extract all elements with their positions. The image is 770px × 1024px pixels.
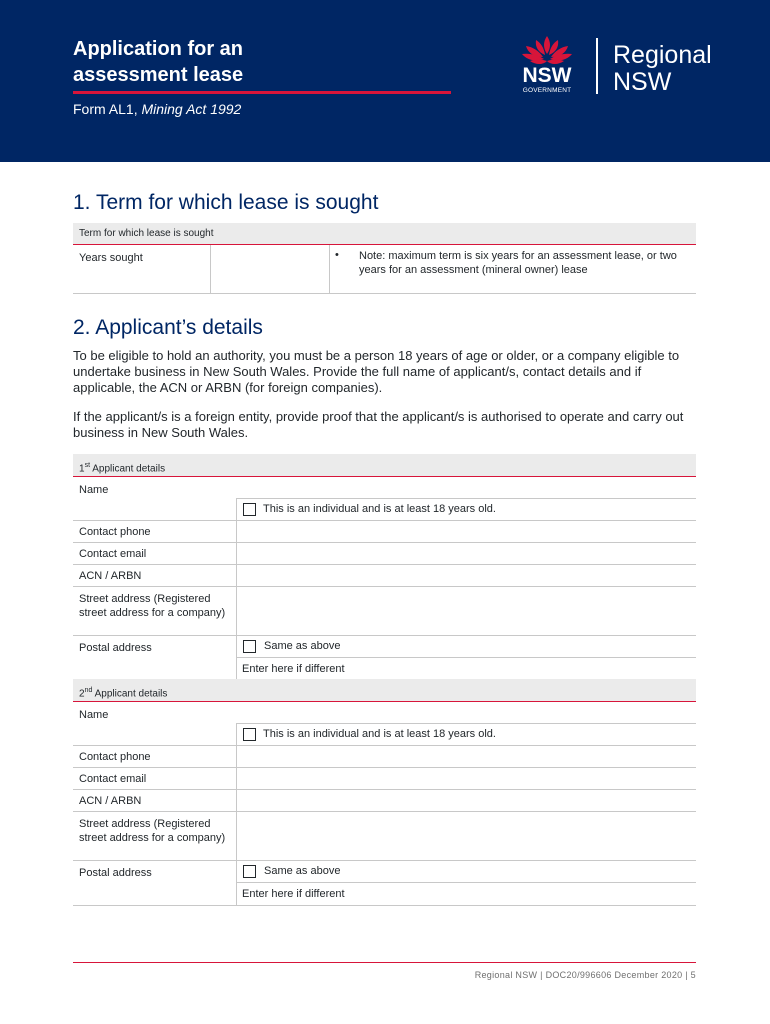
acn-label: ACN / ARBN (79, 795, 142, 807)
same-as-above-label: Same as above (264, 640, 341, 652)
years-sought-row (73, 245, 696, 294)
individual-checkbox-label: This is an individual and is at least 18 years old. (263, 728, 496, 740)
applicant-table-2 (73, 679, 696, 906)
individual-checkbox-label: This is an individual and is at least 18 years old. (263, 503, 496, 515)
individual-row (73, 724, 696, 746)
page-footer: Regional NSW | DOC20/996606 December 2020 | 5 (474, 970, 696, 980)
applicant-table-1 (73, 454, 696, 680)
phone-field[interactable] (237, 521, 696, 542)
footer-rule (73, 962, 696, 963)
phone-label: Contact phone (79, 751, 151, 763)
note-bullet: • (335, 249, 339, 261)
different-address-field[interactable]: Enter here if different (236, 658, 696, 680)
street-row (73, 812, 696, 861)
eligibility-paragraph: To be eligible to hold an authority, you must be a person 18 years of age or older, or a company eligible to undertake business in New South Wales. Provide the full name of applicant/s, contact details and if applicable, the ACN or ARBN (for foreign companies). (73, 348, 680, 395)
section2-heading: 2. Applicant’s details (73, 316, 263, 339)
individual-row (73, 499, 696, 521)
regional-nsw-logo (516, 34, 736, 98)
waratah-icon (516, 34, 578, 68)
regional-nsw-wordmark: Regional NSW (613, 41, 712, 96)
nsw-wordmark: NSW (522, 64, 572, 87)
applicant-1-header: 1st Applicant details (73, 454, 696, 477)
individual-checkbox[interactable] (243, 503, 256, 516)
street-field[interactable] (237, 812, 696, 860)
same-as-above-checkbox[interactable] (243, 640, 256, 653)
different-address-row (73, 883, 696, 906)
acn-row (73, 790, 696, 812)
foreign-entity-paragraph: If the applicant/s is a foreign entity, provide proof that the applicant/s is authorised to operate and carry out business in New South Wales. (73, 409, 684, 440)
postal-row (73, 636, 696, 658)
logo-divider (596, 38, 598, 94)
term-table-header: Term for which lease is sought (73, 223, 696, 245)
postal-label: Postal address (79, 642, 152, 654)
street-label: Street address (Registered street address for a company) (79, 818, 226, 844)
same-as-above-checkbox[interactable] (243, 865, 256, 878)
street-row (73, 587, 696, 636)
phone-row (73, 521, 696, 543)
email-row (73, 768, 696, 790)
postal-label: Postal address (79, 867, 152, 879)
phone-field[interactable] (237, 746, 696, 767)
email-field[interactable] (237, 768, 696, 789)
different-address-row (73, 658, 696, 680)
street-label: Street address (Registered street address for a company) (79, 593, 226, 619)
name-label: Name (79, 709, 109, 721)
form-subtitle: Form AL1, Mining Act 1992 (73, 101, 242, 117)
phone-label: Contact phone (79, 526, 151, 538)
name-label: Name (79, 484, 109, 496)
acn-row (73, 565, 696, 587)
term-note: Note: maximum term is six years for an assessment lease, or two years for an assessment (mineral owner) lease (359, 250, 677, 276)
years-sought-label: Years sought (79, 252, 143, 264)
email-field[interactable] (237, 543, 696, 564)
applicant-2-name-field[interactable] (236, 702, 696, 724)
individual-checkbox[interactable] (243, 728, 256, 741)
same-as-above-label: Same as above (264, 865, 341, 877)
street-field[interactable] (237, 587, 696, 635)
phone-row (73, 746, 696, 768)
document-title: Application for an assessment lease (73, 38, 244, 86)
postal-row (73, 861, 696, 883)
acn-field[interactable] (237, 565, 696, 586)
government-wordmark: GOVERNMENT (522, 87, 572, 94)
years-sought-field[interactable] (211, 245, 329, 293)
applicant-1-name-field[interactable] (236, 477, 696, 499)
page-header (0, 0, 770, 162)
different-address-field[interactable]: Enter here if different (236, 883, 696, 905)
email-row (73, 543, 696, 565)
email-label: Contact email (79, 548, 147, 560)
title-underline (73, 91, 451, 94)
acn-field[interactable] (237, 790, 696, 811)
acn-label: ACN / ARBN (79, 570, 142, 582)
email-label: Contact email (79, 773, 147, 785)
section1-heading: 1. Term for which lease is sought (73, 191, 379, 214)
term-table (73, 223, 696, 294)
applicant-2-header: 2nd Applicant details (73, 679, 696, 702)
